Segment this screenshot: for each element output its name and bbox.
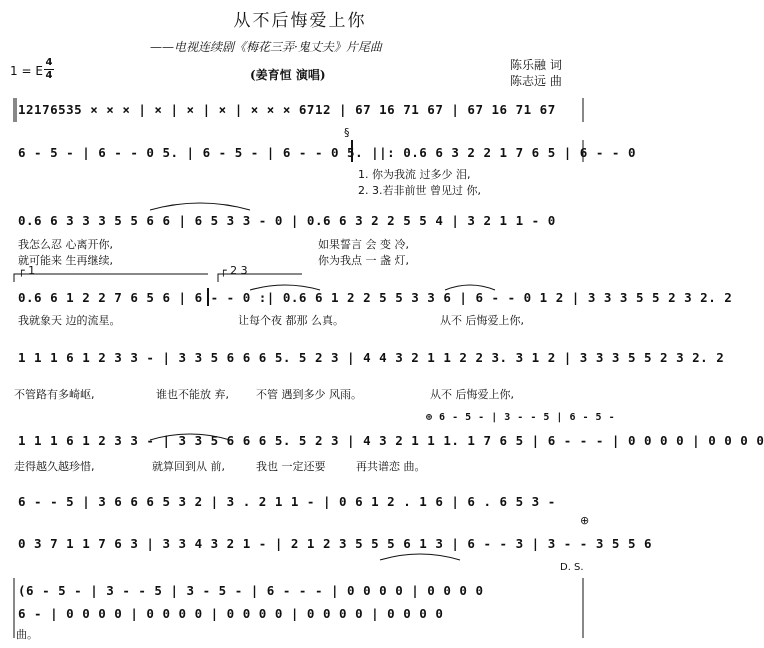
lyric-row-3c: 如果誓言 会 变 冷, [318,238,409,251]
notation-row-4: 0.6 6 1 2 2 7 6 5 6 | 6 - - 0 :| 0.6 6 1 2 2 5 5 3 3 6 | 6 - - 0 1 2 | 3 3 3 5 5 2 3 2. 2 [18,290,733,305]
meter-bottom: 4 [45,70,53,81]
song-subtitle: ——电视连续剧《梅花三弄·鬼丈夫》片尾曲 [150,40,382,54]
lyricist-credit: 陈乐融 词 [510,58,562,72]
notation-row-1: 12176535 × × × | × | × | × | × × × 6712 | 67 16 71 67 | 67 16 71 67 [18,102,556,117]
lyric-row-5c: 不管 遇到多少 风雨。 [256,388,362,401]
notation-row-10: 6 - | 0 0 0 0 | 0 0 0 0 | 0 0 0 0 | 0 0 0 0 | 0 0 0 0 [18,606,444,621]
lyric-row-3a: 我怎么忍 心离开你, [18,238,113,251]
lyric-row-3d: 你为我点 一 盏 灯, [318,254,409,267]
lyric-row-3b: 就可能来 生再继续, [18,254,113,267]
lyric-row-5d: 从不 后悔爱上你, [430,388,514,401]
notation-row-3: 0.6 6 3 3 3 5 5 6 6 | 6 5 3 3 - 0 | 0.6 6 3 2 2 5 5 4 | 3 2 1 1 - 0 [18,213,556,228]
notation-row-5: 1 1 1 6 1 2 3 3 - | 3 3 5 6 6 6 5. 5 2 3 | 4 4 3 2 1 1 2 2 3. 3 1 2 | 3 3 3 5 5 2 3 2. 2 [18,350,725,365]
lyric-row-6a: 走得越久越珍惜, [14,460,95,473]
lyric-row-2b: 2. 3.若非前世 曾见过 你, [358,184,481,197]
segno-mark: § [344,126,350,139]
notation-row-6: 1 1 1 6 1 2 3 3 - | 3 3 5 6 6 6 5. 5 2 3 | 4 3 2 1 1 1. 1 7 6 5 | 6 - - - | 0 0 0 0 | 0 0 0 0 [18,433,764,448]
volta-2-3: ┌ 2 3 [220,264,248,277]
lyric-row-2a: 1. 你为我流 过多少 泪, [358,168,471,181]
lyric-row-4a: 我就象天 边的流星。 [18,314,121,327]
volta-1: ┌ 1 [18,264,36,277]
lyric-end: 曲。 [16,628,38,641]
lyric-row-6b: 就算回到从 前, [152,460,225,473]
ds-mark: D. S. [560,562,584,573]
notation-row-9: (6 - 5 - | 3 - - 5 | 3 - 5 - | 6 - - - | 0 0 0 0 | 0 0 0 0 [18,583,484,598]
composer-credit: 陈志远 曲 [510,74,562,88]
lyric-row-5a: 不管路有多崎岖, [14,388,95,401]
lyric-row-5b: 谁也不能放 弃, [156,388,229,401]
coda-line: ⊕ 6 - 5 - | 3 - - 5 | 6 - 5 - [426,412,616,423]
notation-row-7: 6 - - 5 | 3 6 6 6 5 3 2 | 3 . 2 1 1 - | 0 6 1 2 . 1 6 | 6 . 6 5 3 - [18,494,556,509]
song-title: 从不后悔爱上你 [233,11,367,31]
key-signature: 1 = E [10,64,43,78]
meter-top: 4 [45,57,53,68]
lyric-row-4b: 让每个夜 都那 么真。 [238,314,344,327]
notation-row-8: 0 3 7 1 1 7 6 3 | 3 3 4 3 2 1 - | 2 1 2 3 5 5 5 6 1 3 | 6 - - 3 | 3 - - 3 5 5 6 [18,536,653,551]
lyric-row-6d: 再共谱恋 曲。 [356,460,426,473]
notation-row-2: 6 - 5 - | 6 - - 0 5. | 6 - 5 - | 6 - - 0 5. ||: 0.6 6 3 2 2 1 7 6 5 | 6 - - 0 [18,145,636,160]
coda-icon: ⊕ [580,514,590,527]
singer-credit: (姜育恒 演唱) [250,68,326,82]
lyric-row-6c: 我也 一定还要 [256,460,326,473]
lyric-row-4c: 从不 后悔爱上你, [440,314,524,327]
